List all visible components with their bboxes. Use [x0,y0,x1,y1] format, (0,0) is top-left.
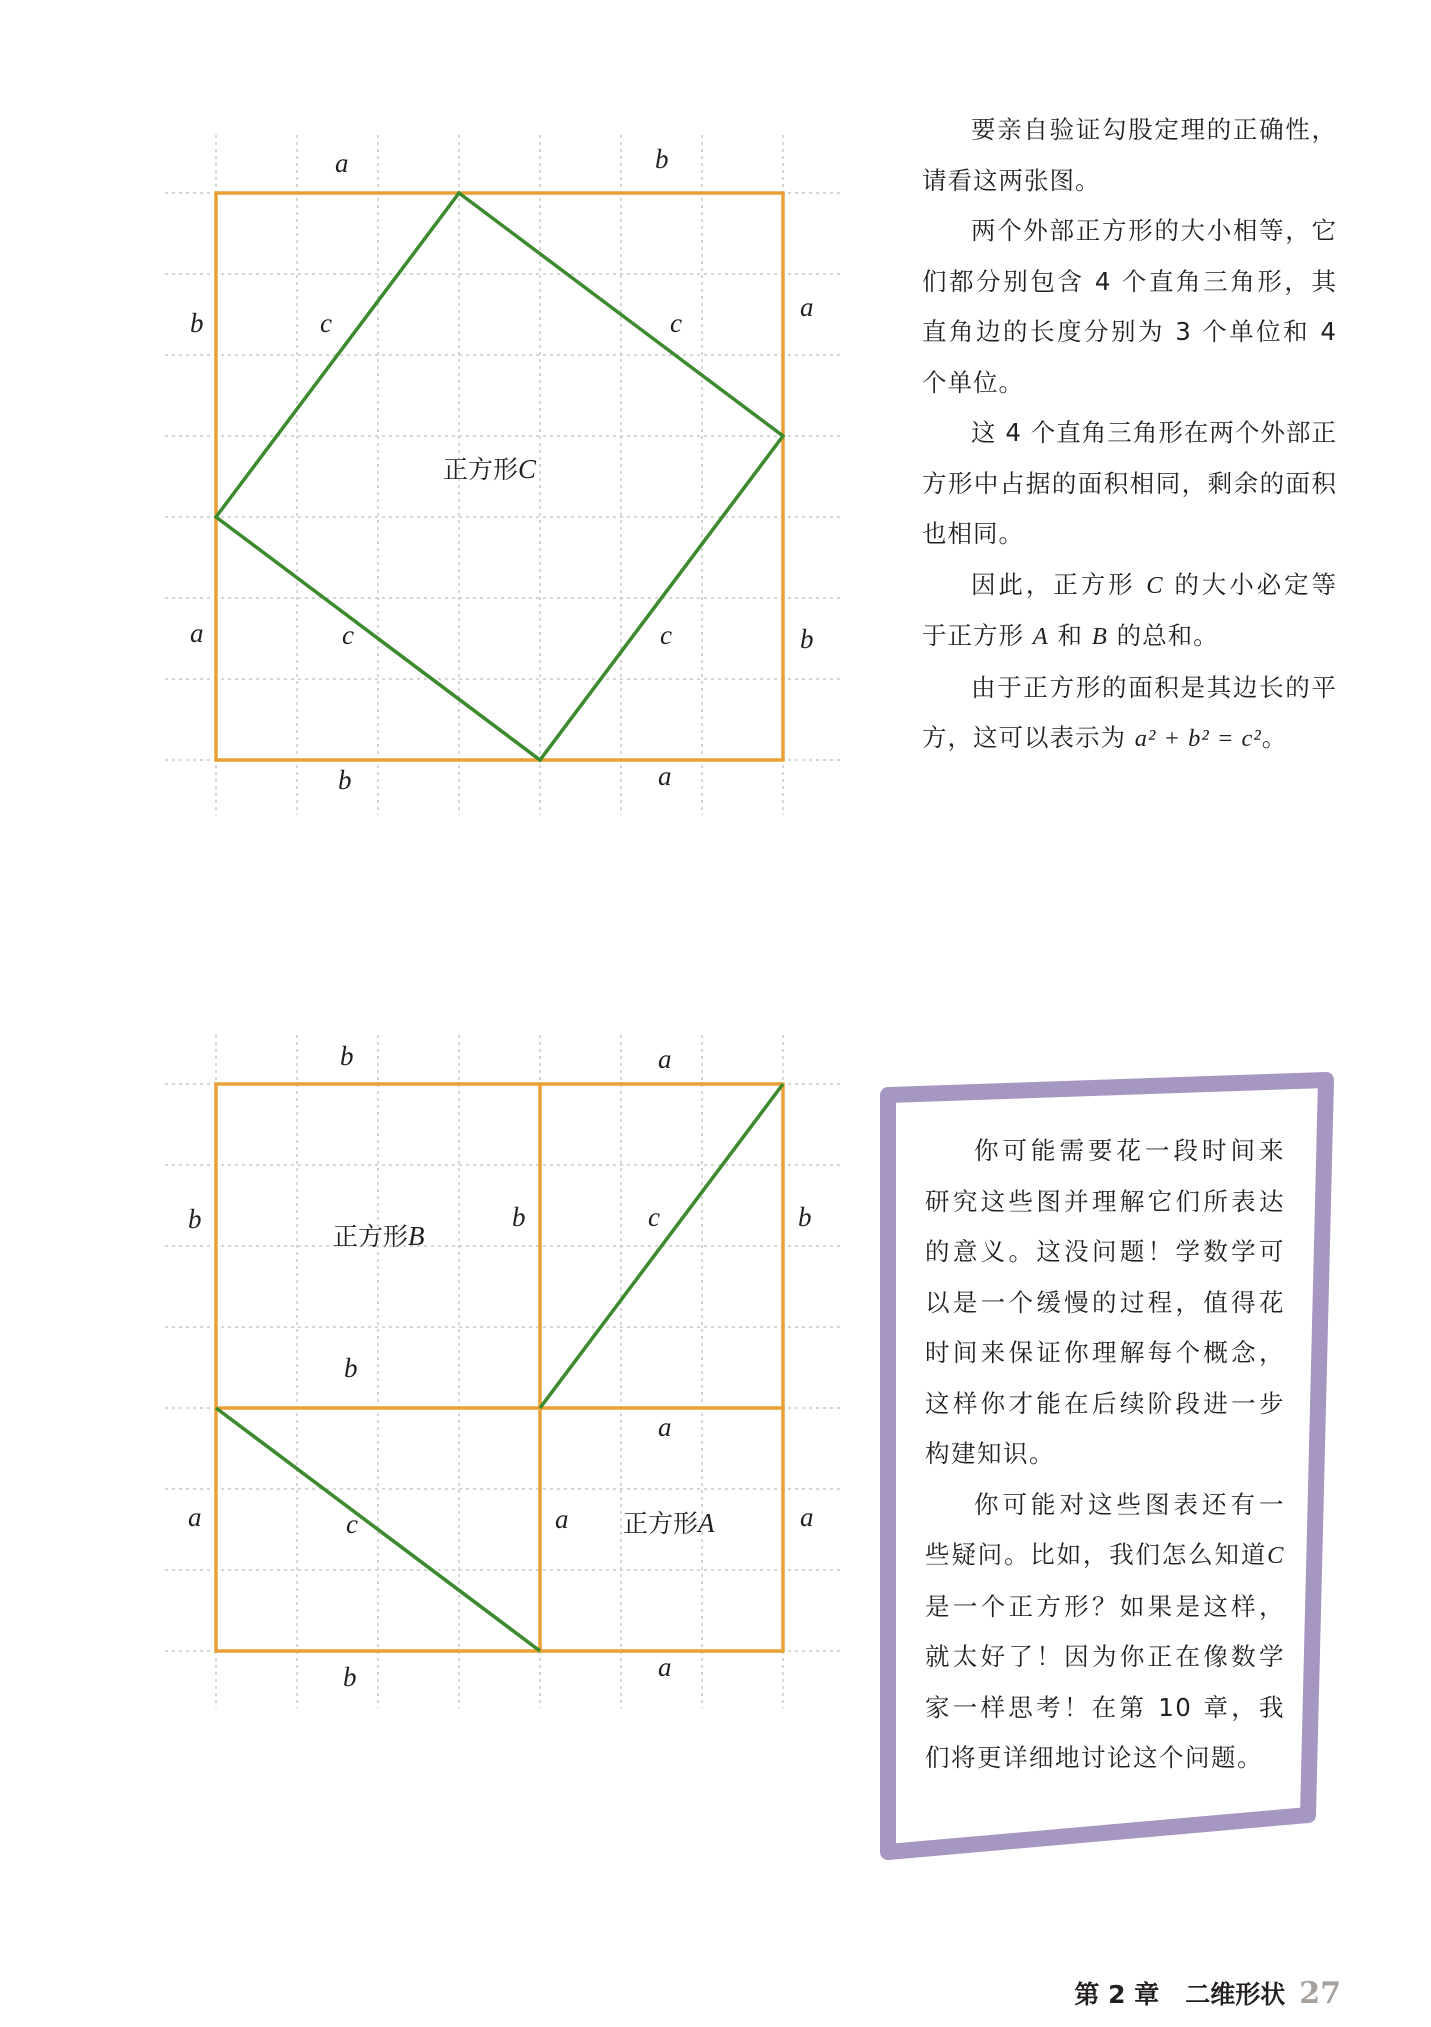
page-footer [1074,1975,1341,2011]
label-b-right: b [800,624,814,654]
chapter-label: 第 2 章 [1074,1980,1160,2009]
explanation-text [922,105,1337,765]
label2-b-mid-bottom: b [344,1353,358,1383]
label-c-3: c [342,620,354,650]
label2-c-upper: c [648,1202,660,1232]
note-paragraph-2: 你可能对这些图表还有一些疑问。比如，我们怎么知道C是一个正方形？如果是这样，就太好了！因为你正在像数学家一样思考！在第 10 章，我们将更详细地讨论这个问题。 [925,1489,1285,1772]
label-a-left: a [190,618,204,648]
label2-a-mid-top: a [658,1412,672,1442]
note-box-text [925,1126,1285,1784]
label2-b-top: b [340,1041,354,1071]
label2-c-lower: c [346,1509,358,1539]
label-c-1: c [320,308,332,338]
chapter-title: 二维形状 [1185,1980,1286,2009]
figure-2 [165,1035,840,1708]
label2-b-mid-left: b [512,1202,526,1232]
formula: a² + b² = c² [1134,725,1262,752]
paragraph-1: 要亲自验证勾股定理的正确性，请看这两张图。 [922,115,1337,195]
label2-a-right: a [800,1502,814,1532]
label-a-bottom: a [658,761,672,791]
diagonal-lower-left [216,1408,540,1651]
label2-a-top: a [658,1044,672,1074]
label2-a-bottom: a [658,1652,672,1682]
label-c-2: c [670,308,682,338]
grid-2 [165,1035,840,1708]
paragraph-2: 两个外部正方形的大小相等，它们都分别包含 4 个直角三角形，其直角边的长度分别为 3 个单位和 4 个单位。 [922,216,1337,397]
paragraph-4: 因此，正方形 C 的大小必定等于正方形 A 和 B 的总和。 [922,569,1337,650]
figure-1 [165,135,840,815]
square-a-label: 正方形A [623,1508,715,1538]
label2-b-left: b [188,1204,202,1234]
label2-b-right: b [798,1202,812,1232]
label-b-top: b [655,144,669,174]
label2-b-bottom: b [343,1662,357,1692]
label-c-4: c [660,620,672,650]
label2-a-mid-left: a [555,1504,569,1534]
label2-a-left: a [188,1502,202,1532]
paragraph-3: 这 4 个直角三角形在两个外部正方形中占据的面积相同，剩余的面积也相同。 [922,418,1337,548]
label-a-right: a [800,292,814,322]
paragraph-5: 由于正方形的面积是其边长的平方，这可以表示为 a² + b² = c²。 [922,672,1337,752]
label-a-top: a [335,148,349,178]
page-number: 27 [1299,1976,1341,2011]
label-b-left: b [190,308,204,338]
note-paragraph-1: 你可能需要花一段时间来研究这些图并理解它们所表达的意义。这没问题！学数学可以是一个缓慢的过程，值得花时间来保证你理解每个概念，这样你才能在后续阶段进一步构建知识。 [925,1136,1285,1468]
square-c-label: 正方形C [443,454,537,484]
outer-square-2 [216,1084,783,1651]
label-b-bottom: b [338,765,352,795]
square-b-label: 正方形B [333,1221,425,1251]
